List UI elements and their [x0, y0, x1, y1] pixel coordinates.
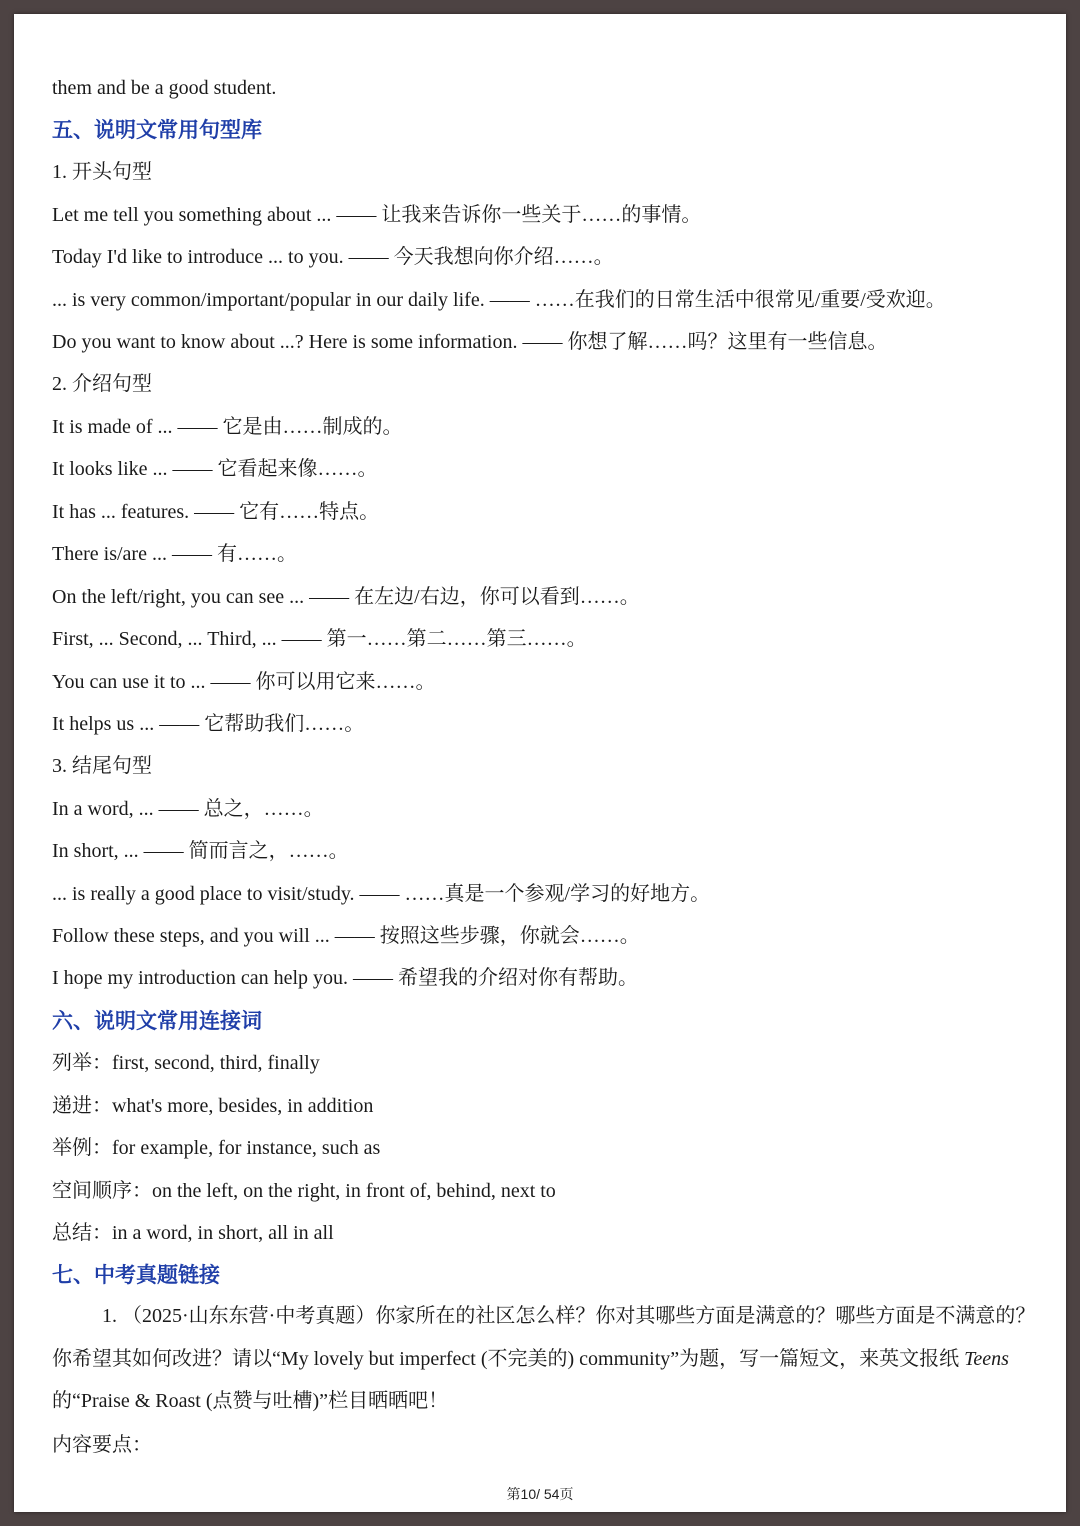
exam-question-tail: 的“Praise & Roast (点赞与吐槽)”栏目晒晒吧！ — [52, 1390, 449, 1412]
intro-sentence: On the left/right, you can see ... —— 在左边/右边，你可以看到……。 — [52, 586, 640, 608]
intro-tail-text: them and be a good student. — [52, 77, 277, 99]
connective-item: 总结：in a word, in short, all in all — [52, 1222, 334, 1244]
section6-heading: 六、说明文常用连接词 — [52, 1009, 262, 1033]
intro-sentence: It helps us ... —— 它帮助我们……。 — [52, 713, 365, 735]
opening-sentence: ... is very common/important/popular in our daily life. —— ……在我们的日常生活中很常见/重要/受欢迎。 — [52, 289, 946, 311]
closing-sentence: In short, ... —— 简而言之，……。 — [52, 840, 349, 862]
points-label: 内容要点： — [52, 1434, 152, 1456]
closing-sentence: In a word, ... —— 总之，……。 — [52, 798, 324, 820]
closing-sentence: ... is really a good place to visit/study. —— ……真是一个参观/学习的好地方。 — [52, 883, 711, 905]
closing-sentence: I hope my introduction can help you. —— 希望我的介绍对你有帮助。 — [52, 967, 639, 989]
newspaper-name: Teens — [964, 1347, 1009, 1370]
connective-item: 递进：what's more, besides, in addition — [52, 1095, 374, 1117]
intro-sentence: It looks like ... —— 它看起来像……。 — [52, 458, 378, 480]
intro-sentence: You can use it to ... —— 你可以用它来……。 — [52, 671, 436, 693]
opening-sentence: Let me tell you something about ... —— 让我来告诉你一些关于……的事情。 — [52, 204, 702, 226]
connective-item: 列举：first, second, third, finally — [52, 1052, 320, 1074]
intro-sentence: First, ... Second, ... Third, ... —— 第一……第二……第三……。 — [52, 628, 587, 650]
connective-item: 举例：for example, for instance, such as — [52, 1137, 381, 1159]
opening-subheading: 1. 开头句型 — [52, 161, 152, 183]
intro-sentence: There is/are ... —— 有……。 — [52, 543, 297, 565]
intro-subheading: 2. 介绍句型 — [52, 373, 152, 395]
opening-sentence: Today I'd like to introduce ... to you. —— 今天我想向你介绍……。 — [52, 246, 614, 268]
exam-question — [52, 1295, 1037, 1423]
document-page — [14, 14, 1066, 1512]
intro-sentence: It has ... features. —— 它有……特点。 — [52, 501, 380, 523]
section5-heading: 五、说明文常用句型库 — [52, 118, 262, 142]
section7-heading: 七、中考真题链接 — [52, 1263, 220, 1287]
opening-sentence: Do you want to know about ...? Here is some information. —— 你想了解……吗？这里有一些信息。 — [52, 331, 888, 353]
intro-sentence: It is made of ... —— 它是由……制成的。 — [52, 416, 403, 438]
connective-item: 空间顺序：on the left, on the right, in front of, behind, next to — [52, 1180, 556, 1202]
exam-question-text: 1. （2025·山东东营·中考真题）你家所在的社区怎么样？你对其哪些方面是满意的？哪些方面是不满意的？你希望其如何改进？请以“My lovely but imperfect (不完美的) community”为题，写一篇短文，来英文报纸 — [52, 1305, 1036, 1370]
closing-sentence: Follow these steps, and you will ... —— 按照这些步骤，你就会……。 — [52, 925, 640, 947]
closing-subheading: 3. 结尾句型 — [52, 755, 152, 777]
page-number: 第10/ 54页 — [506, 1486, 574, 1502]
